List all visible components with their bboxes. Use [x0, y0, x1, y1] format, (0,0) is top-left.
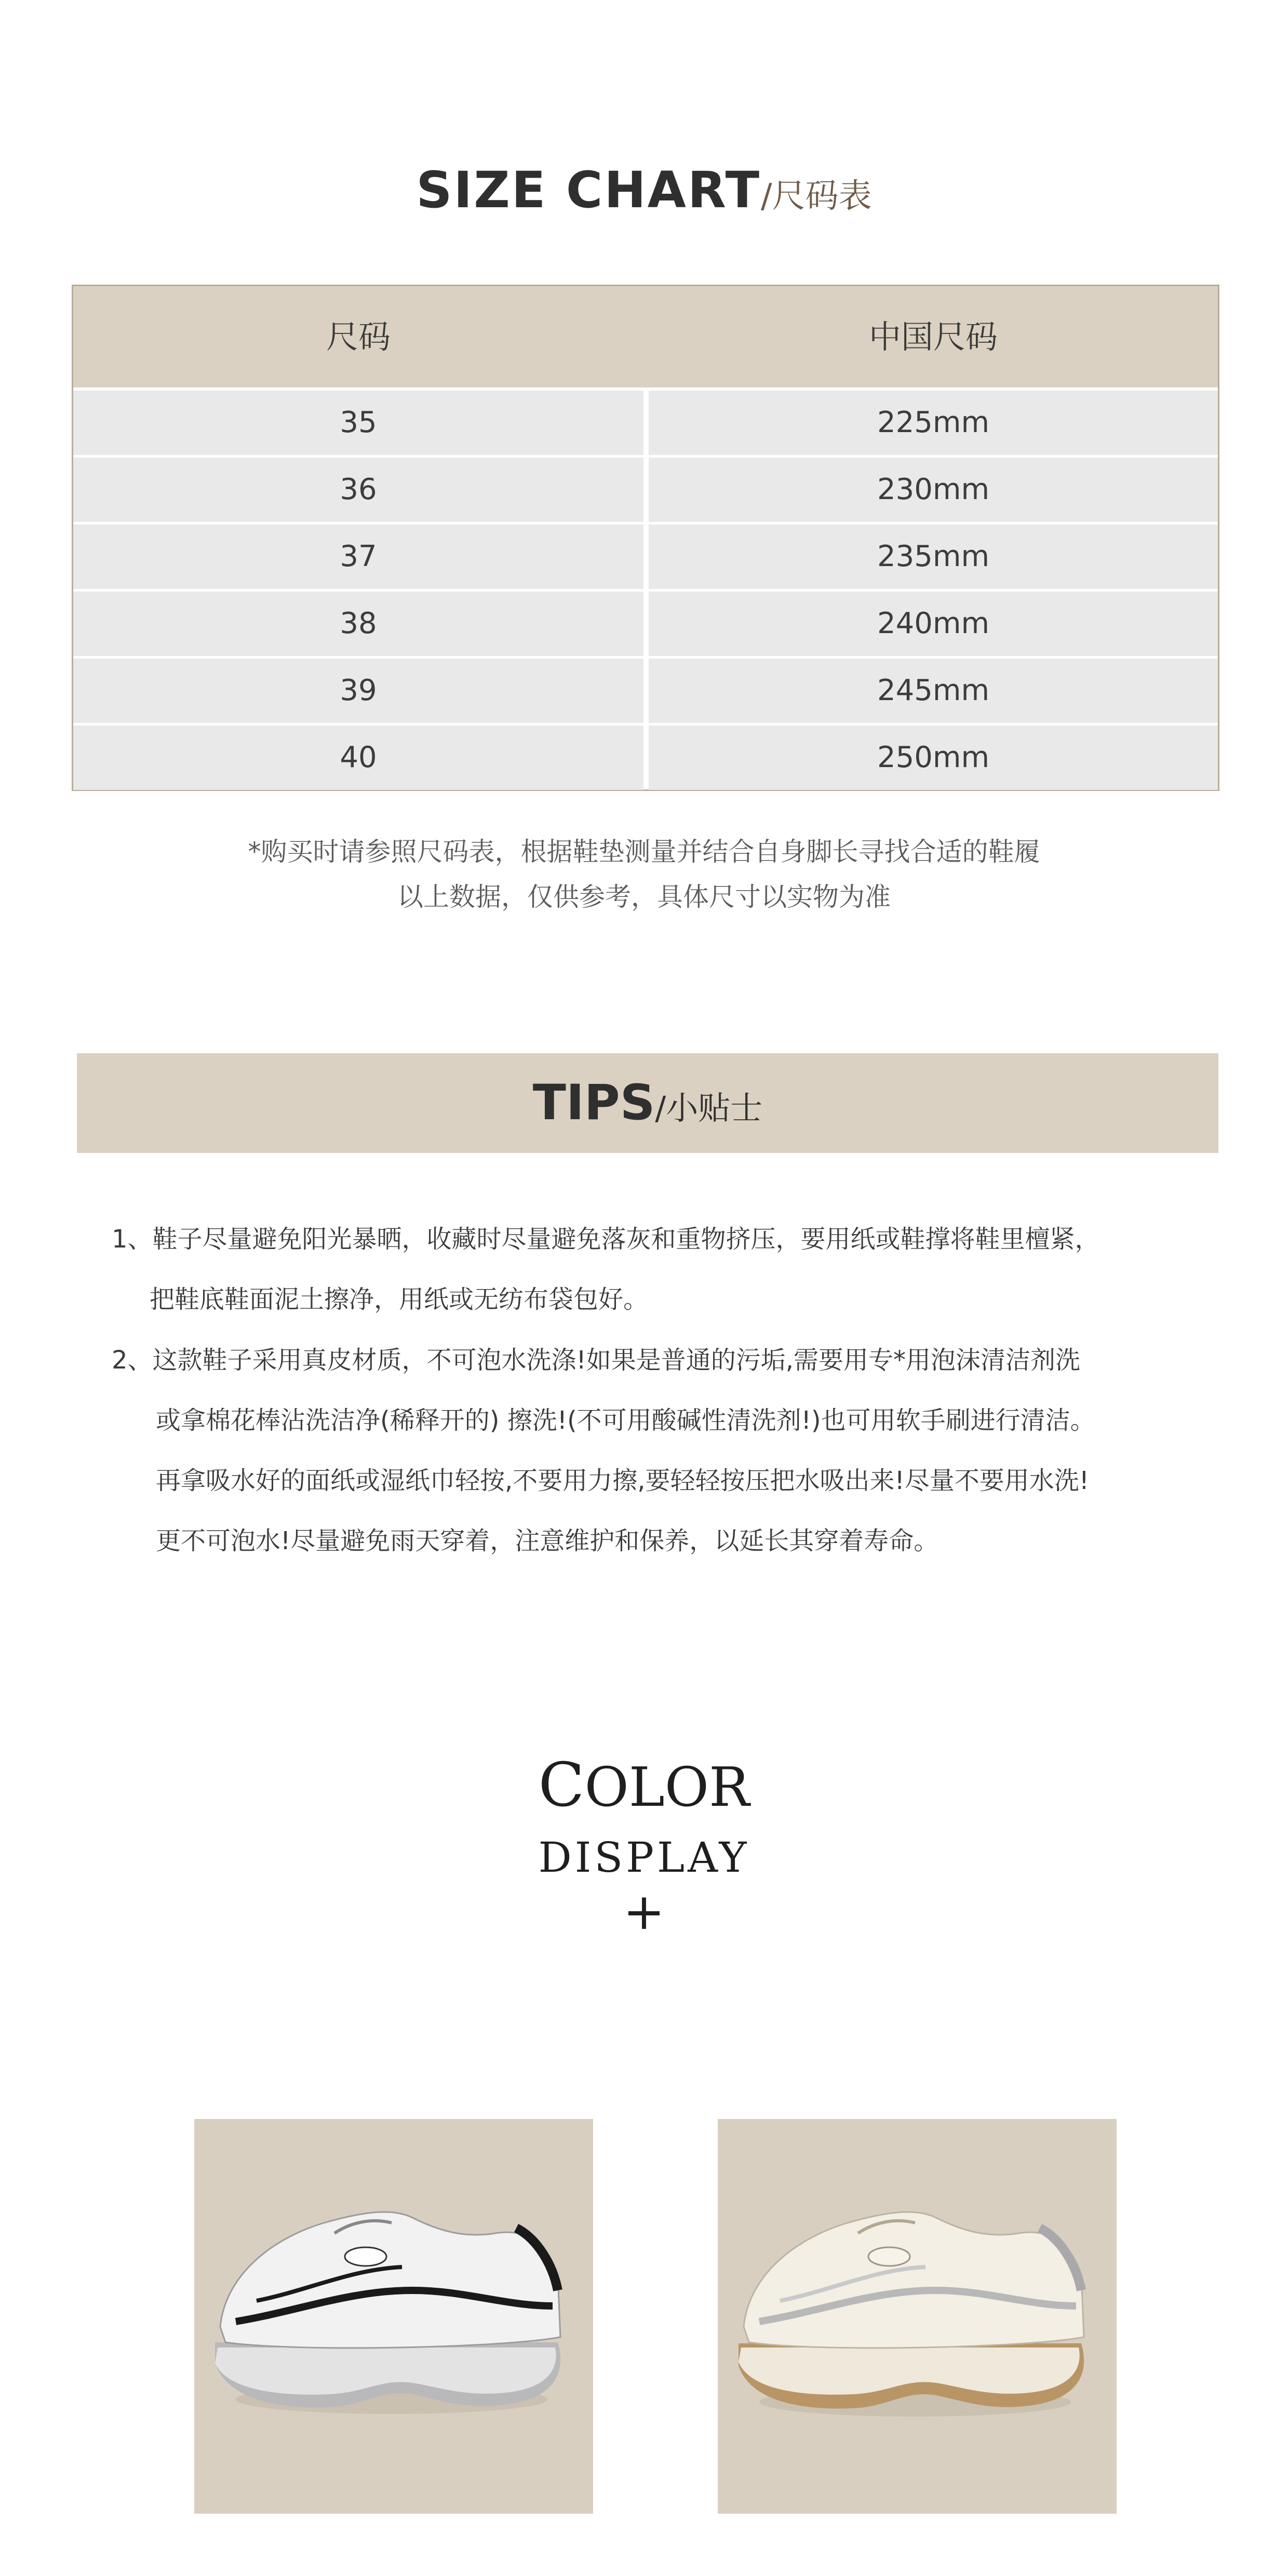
size-cell: 36: [73, 458, 643, 522]
column-header-size: 尺码: [326, 318, 391, 356]
sneaker-cream-icon: [718, 2119, 1117, 2514]
tips-title-cn: /小贴士: [655, 1089, 763, 1127]
cn-size-cell: 230mm: [649, 458, 1218, 522]
display-heading: DISPLAY: [538, 1833, 750, 1882]
plus-icon: +: [623, 1883, 665, 1941]
table-row: [73, 391, 1218, 455]
size-chart-title-cn: /尺码表: [761, 177, 872, 216]
size-cell: 35: [73, 391, 643, 455]
cn-size-cell: 225mm: [649, 391, 1218, 455]
size-note-line-2: 以上数据，仅供参考，具体尺寸以实物为准: [397, 882, 891, 912]
tip-line: 或拿棉花棒沾洗洁净(稀释开的) 擦洗!(不可用酸碱性清洗剂!)也可用软手刷进行清洁。: [156, 1406, 1095, 1435]
size-note-line-1: *购买时请参照尺码表，根据鞋垫测量并结合自身脚长寻找合适的鞋履: [248, 837, 1040, 867]
cn-size-cell: 240mm: [649, 592, 1218, 656]
cn-size-cell: 235mm: [649, 525, 1218, 589]
color-heading-initial: C: [538, 1750, 585, 1820]
size-cell: 37: [73, 525, 643, 589]
cn-size-cell: 250mm: [649, 726, 1218, 790]
tip-line: 2、这款鞋子采用真皮材质，不可泡水洗涤!如果是普通的污垢,需要用专*用泡沫清洁剂洗: [112, 1346, 1081, 1375]
tip-line: 再拿吸水好的面纸或湿纸巾轻按,不要用力擦,要轻轻按压把水吸出来!尽量不要用水洗!: [156, 1466, 1090, 1495]
sneaker-silver-icon: [194, 2119, 593, 2514]
tips-header-bar: [77, 1053, 1218, 1153]
table-row: [73, 458, 1218, 522]
color-heading: [0, 1750, 1288, 1820]
size-chart-title: [0, 161, 1288, 219]
column-header-cn-size: 中国尺码: [868, 318, 998, 356]
cn-size-cell: 245mm: [649, 659, 1218, 723]
tip-line: 更不可泡水!尽量避免雨天穿着，注意维护和保养，以延长其穿着寿命。: [156, 1526, 939, 1555]
size-chart-title-en: SIZE CHART: [416, 161, 761, 219]
size-table: [72, 285, 1219, 791]
tip-line: 把鞋底鞋面泥土擦净，用纸或无纺布袋包好。: [150, 1285, 649, 1314]
size-cell: 39: [73, 659, 643, 723]
tip-line: 1、鞋子尽量避免阳光暴晒，收藏时尽量避免落灰和重物挤压，要用纸或鞋撑将鞋里檀紧，: [112, 1225, 1100, 1254]
table-row: [73, 592, 1218, 656]
shoe-image-cream[interactable]: [718, 2119, 1117, 2514]
tips-title: [77, 1053, 1218, 1153]
table-row: [73, 525, 1218, 589]
tips-title-en: TIPS: [532, 1075, 655, 1131]
size-cell: 38: [73, 592, 643, 656]
size-table-header: [73, 286, 1218, 387]
color-heading-rest: OLOR: [584, 1755, 750, 1819]
table-row: [73, 726, 1218, 790]
size-cell: 40: [73, 726, 643, 790]
shoe-image-silver[interactable]: [194, 2119, 593, 2514]
table-row: [73, 659, 1218, 723]
